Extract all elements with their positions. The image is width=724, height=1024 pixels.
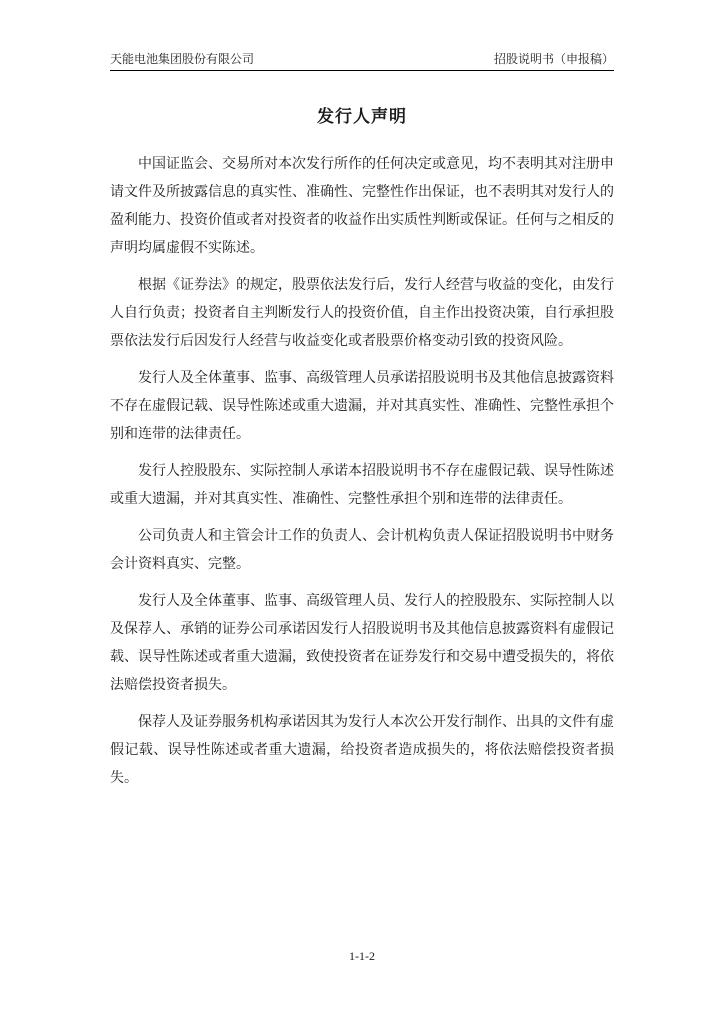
paragraph-investment-risk: 根据《证券法》的规定，股票依法发行后，发行人经营与收益的变化，由发行人自行负责；投资者自主判断发行人的投资价值，自主作出投资决策，自行承担股票依法发行后因发行人经营与收益变化或者股票价格变动引致的投资风险。: [110, 277, 614, 349]
page-header: [110, 50, 614, 68]
page-number: 1-1-2: [349, 949, 375, 963]
declaration-body: [110, 150, 614, 801]
paragraph-controlling-shareholder-commitment: 发行人控股股东、实际控制人承诺本招股说明书不存在虚假记载、误导性陈述或重大遗漏，并对其真实性、准确性、完整性承担个别和连带的法律责任。: [110, 463, 614, 507]
paragraph-compensation-commitment: 发行人及全体董事、监事、高级管理人员、发行人的控股股东、实际控制人以及保荐人、承销的证券公司承诺因发行人招股说明书及其他信息披露资料有虚假记载、误导性陈述或者重大遗漏，致使投资者在证券发行和交易中遭受损失的，将依法赔偿投资者损失。: [110, 593, 614, 693]
paragraph-regulator-disclaimer: 中国证监会、交易所对本次发行所作的任何决定或意见，均不表明其对注册申请文件及所披露信息的真实性、准确性、完整性作出保证，也不表明其对发行人的盈利能力、投资价值或者对投资者的收益作出实质性判断或保证。任何与之相反的声明均属虚假不实陈述。: [110, 156, 614, 256]
paragraph-financial-accuracy: 公司负责人和主管会计工作的负责人、会计机构负责人保证招股说明书中财务会计资料真实、完整。: [110, 528, 614, 572]
header-document-type: 招股说明书（申报稿）: [493, 52, 614, 66]
header-company-name: 天能电池集团股份有限公司: [110, 52, 255, 66]
page-title: 发行人声明: [317, 107, 407, 127]
paragraph-directors-commitment: 发行人及全体董事、监事、高级管理人员承诺招股说明书及其他信息披露资料不存在虚假记载、误导性陈述或重大遗漏，并对其真实性、准确性、完整性承担个别和连带的法律责任。: [110, 370, 614, 442]
header-divider: [110, 70, 614, 71]
paragraph-sponsor-commitment: 保荐人及证券服务机构承诺因其为发行人本次公开发行制作、出具的文件有虚假记载、误导性陈述或者重大遗漏，给投资者造成损失的，将依法赔偿投资者损失。: [110, 714, 614, 786]
